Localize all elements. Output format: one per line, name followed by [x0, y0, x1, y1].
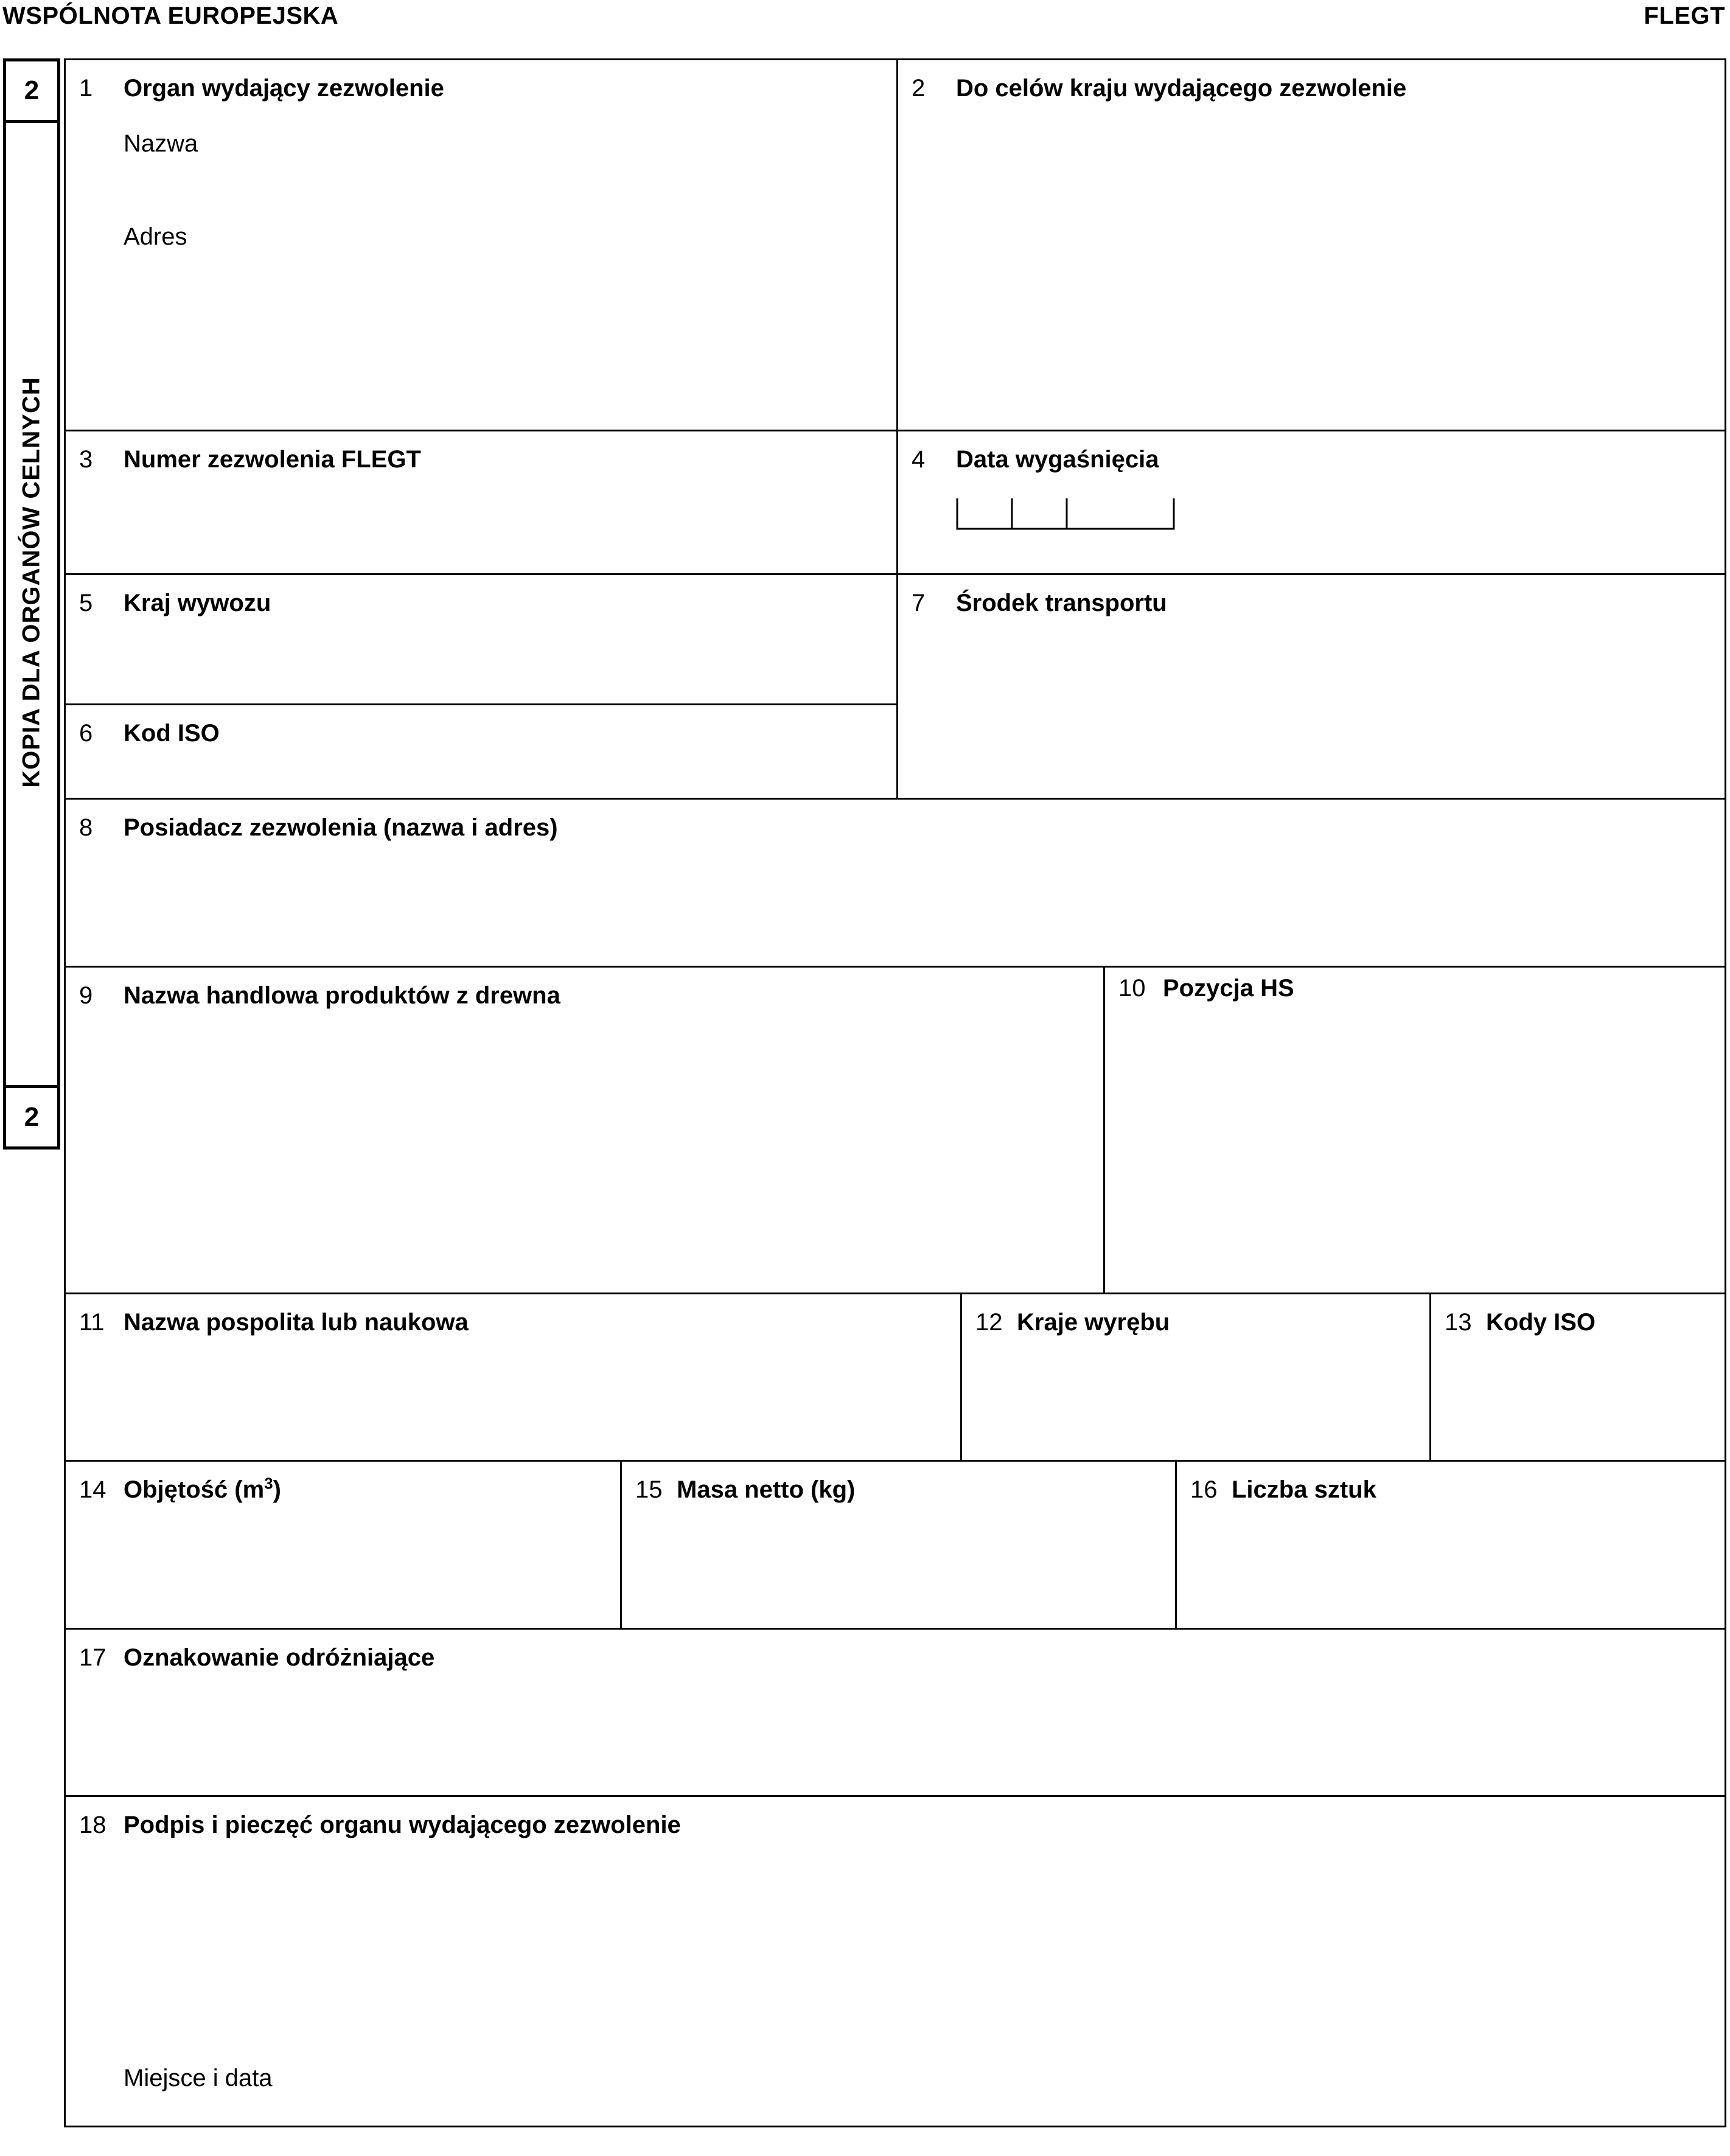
field-12-countries-of-harvest[interactable]: [960, 1293, 1429, 1460]
field-label: Numer zezwolenia FLEGT: [124, 446, 421, 473]
copy-side-tab: [3, 58, 60, 1150]
field-label: Kody ISO: [1486, 1309, 1596, 1336]
field-label: Podpis i pieczęć organu wydającego zezwolenie: [124, 1812, 681, 1838]
date-entry-boxes[interactable]: [956, 498, 1175, 530]
field-number: 14: [79, 1476, 106, 1503]
field-4-expiry-date[interactable]: [896, 430, 1725, 573]
field-label: Masa netto (kg): [677, 1476, 856, 1503]
field-6-iso-code[interactable]: [66, 703, 896, 798]
field-number: 2: [912, 75, 926, 102]
field-number: 6: [79, 720, 93, 747]
copy-number-bottom: 2: [6, 1085, 57, 1146]
field-number: 13: [1445, 1309, 1472, 1336]
field-label: Organ wydający zezwolenie: [124, 75, 444, 102]
field-label: Liczba sztuk: [1232, 1476, 1376, 1503]
field-label: Środek transportu: [956, 590, 1167, 616]
field-18-signature-and-stamp[interactable]: [66, 1795, 1725, 2126]
field-number: 9: [79, 982, 93, 1009]
field-number: 8: [79, 814, 93, 841]
field-label: Kraje wyrębu: [1017, 1309, 1170, 1336]
field-15-net-weight[interactable]: [620, 1460, 1175, 1628]
field-number: 18: [79, 1812, 106, 1838]
field-label: Kraj wywozu: [124, 590, 271, 616]
field-number: 5: [79, 590, 93, 616]
copy-number-top: 2: [6, 61, 57, 123]
field-label: Do celów kraju wydającego zezwolenie: [956, 75, 1407, 102]
field-label: Kod ISO: [124, 720, 220, 747]
field-14-volume[interactable]: [66, 1460, 620, 1628]
field-number: 15: [635, 1476, 663, 1503]
field-17-distinguishing-marks[interactable]: [66, 1628, 1725, 1795]
field-13-iso-codes[interactable]: [1429, 1293, 1725, 1460]
field-label: Pozycja HS: [1163, 975, 1294, 1002]
field-number: 16: [1190, 1476, 1218, 1503]
field-11-common-or-scientific-name[interactable]: [66, 1293, 960, 1460]
field-label: Oznakowanie odróżniające: [124, 1644, 435, 1671]
name-sublabel: Nazwa: [124, 130, 198, 157]
flegt-form: [64, 58, 1726, 2127]
field-3-licence-number[interactable]: [66, 430, 896, 573]
place-and-date-sublabel: Miejsce i data: [124, 2065, 273, 2091]
field-label: Nazwa handlowa produktów z drewna: [124, 982, 560, 1009]
field-label: Nazwa pospolita lub naukowa: [124, 1309, 469, 1336]
unit-superscript: 3: [264, 1474, 273, 1493]
field-label: Objętość $(m^3)$: [124, 1474, 281, 1503]
field-label: Posiadacz zezwolenia (nazwa i adres): [124, 814, 558, 841]
field-7-means-of-transport[interactable]: [896, 573, 1725, 798]
header-right-title: FLEGT: [1644, 2, 1725, 29]
field-number: 7: [912, 590, 926, 616]
field-label: Data wygaśnięcia: [956, 446, 1159, 473]
field-9-commercial-description[interactable]: [66, 966, 1103, 1293]
header-left-title: WSPÓLNOTA EUROPEJSKA: [2, 2, 339, 29]
field-8-licensee[interactable]: [66, 798, 1725, 966]
field-1-issuing-authority[interactable]: [66, 60, 896, 430]
field-16-number-of-units[interactable]: [1175, 1460, 1725, 1628]
field-number: 4: [912, 446, 926, 473]
field-number: 12: [975, 1309, 1003, 1336]
field-number: 10: [1118, 975, 1146, 1002]
field-5-export-country[interactable]: [66, 573, 896, 703]
field-number: 1: [79, 75, 93, 102]
field-number: 3: [79, 446, 93, 473]
field-number: 17: [79, 1644, 106, 1671]
address-sublabel: Adres: [124, 223, 187, 250]
field-2-issuing-country-use[interactable]: [896, 60, 1725, 430]
copy-label: KOPIA DLA ORGANÓW CELNYCH: [18, 377, 45, 788]
field-10-hs-heading[interactable]: [1103, 966, 1725, 1293]
field-number: 11: [79, 1309, 105, 1336]
